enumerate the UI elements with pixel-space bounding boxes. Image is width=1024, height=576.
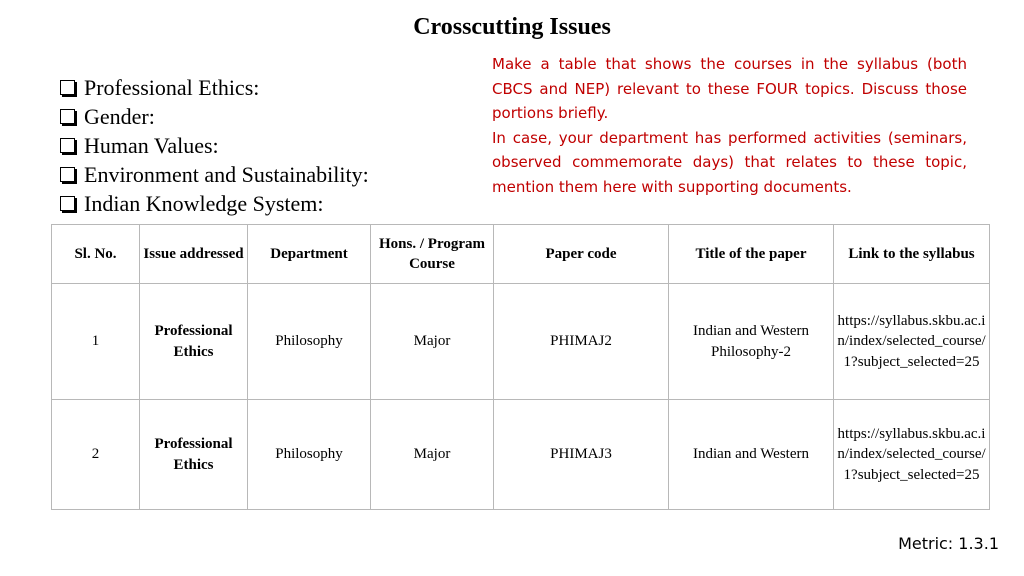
cell-sl-no: 2: [52, 400, 140, 510]
header-department: Department: [248, 225, 371, 284]
header-issue-addressed: Issue addressed: [140, 225, 248, 284]
metric-label: Metric: 1.3.1: [898, 534, 999, 553]
topic-item: [60, 102, 369, 131]
cell-paper-title: Indian and Western: [669, 400, 834, 510]
instructions-box: [492, 52, 967, 199]
topic-label: Indian Knowledge System:: [84, 191, 324, 216]
cell-course: Major: [371, 400, 494, 510]
topic-item: [60, 73, 369, 102]
checkbox-icon: [60, 138, 75, 153]
syllabus-table: [51, 224, 990, 510]
cell-course: Major: [371, 284, 494, 400]
cell-issue: Professional Ethics: [140, 400, 248, 510]
syllabus-link[interactable]: https://syllabus.skbu.ac.in/index/selected_course/1?subject_selected=25: [834, 284, 990, 400]
topic-item: [60, 189, 369, 218]
topic-checklist: [60, 73, 369, 218]
header-sl-no: Sl. No.: [52, 225, 140, 284]
topic-label: Human Values:: [84, 133, 219, 158]
header-paper-code: Paper code: [494, 225, 669, 284]
checkbox-icon: [60, 167, 75, 182]
instruction-paragraph: In case, your department has performed activities (seminars, observed commemorate days) that relates to these topic, mention them here with supporting documents.: [492, 128, 967, 196]
topic-label: Gender:: [84, 104, 155, 129]
header-course: Hons. / Program Course: [371, 225, 494, 284]
page-title: Crosscutting Issues: [413, 14, 611, 40]
topic-label: Professional Ethics:: [84, 75, 260, 100]
table-row: [52, 284, 990, 400]
cell-department: Philosophy: [248, 284, 371, 400]
checkbox-icon: [60, 196, 75, 211]
cell-paper-code: PHIMAJ2: [494, 284, 669, 400]
header-syllabus-link: Link to the syllabus: [834, 225, 990, 284]
checkbox-icon: [60, 80, 75, 95]
topic-item: [60, 131, 369, 160]
table-row: [52, 400, 990, 510]
topic-item: [60, 160, 369, 189]
cell-sl-no: 1: [52, 284, 140, 400]
header-paper-title: Title of the paper: [669, 225, 834, 284]
cell-issue: Professional Ethics: [140, 284, 248, 400]
checkbox-icon: [60, 109, 75, 124]
topic-label: Environment and Sustainability:: [84, 162, 369, 187]
syllabus-link[interactable]: https://syllabus.skbu.ac.in/index/selected_course/1?subject_selected=25: [834, 400, 990, 510]
table-header-row: [52, 225, 990, 284]
instruction-paragraph: Make a table that shows the courses in the syllabus (both CBCS and NEP) relevant to these FOUR topics. Discuss those portions briefly.: [492, 55, 967, 122]
cell-paper-code: PHIMAJ3: [494, 400, 669, 510]
cell-paper-title: Indian and Western Philosophy-2: [669, 284, 834, 400]
cell-department: Philosophy: [248, 400, 371, 510]
